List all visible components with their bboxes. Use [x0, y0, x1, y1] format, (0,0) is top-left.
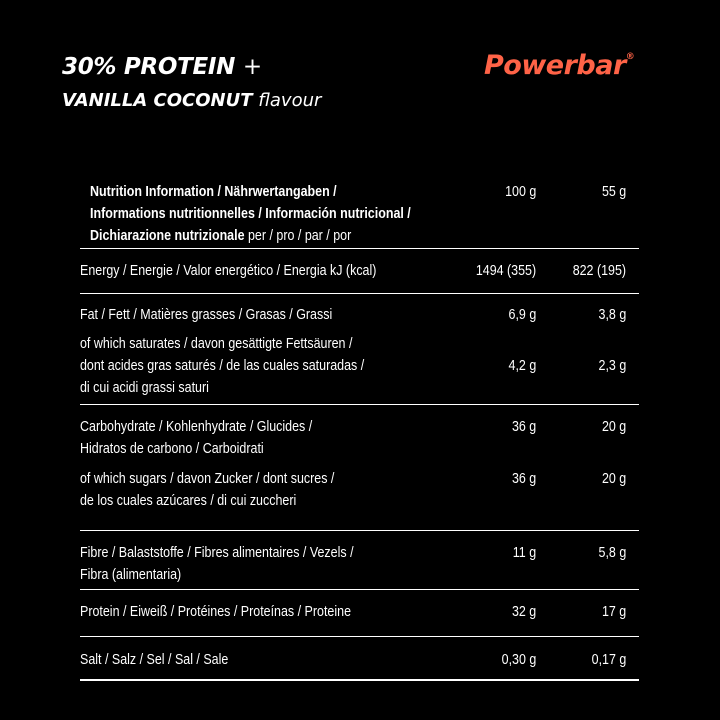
table-row-energy — [80, 248, 639, 293]
row-value-100g: 32 g — [511, 604, 536, 620]
row-label-line: of which sugars / davon Zucker / dont sucres / — [80, 471, 335, 487]
col-header-55g: 55 g — [601, 184, 626, 200]
flavour-word: flavour — [258, 90, 322, 111]
row-value-55g: 3,8 g — [598, 307, 626, 323]
row-value-55g: 17 g — [601, 604, 626, 620]
heading-line-3-rest: per / pro / par / por — [244, 228, 352, 244]
plus-sign: + — [242, 54, 262, 80]
flavour-line — [62, 90, 321, 111]
table-row-salt — [80, 636, 639, 679]
row-label-line: dont acides gras saturés / de las cuales saturadas / — [80, 358, 365, 374]
table-row-protein — [80, 589, 639, 636]
powerbar-logo — [484, 50, 634, 81]
row-value-55g: 822 (195) — [572, 263, 626, 279]
row-label-line: de los cuales azúcares / di cui zuccheri — [80, 493, 297, 509]
row-label-line: Fibre / Balaststoffe / Fibres alimentaires / Vezels / — [80, 545, 354, 561]
row-label: Salt / Salz / Sel / Sal / Sale — [80, 652, 229, 668]
row-label-line: of which saturates / davon gesättigte Fettsäuren / — [80, 336, 353, 352]
row-value-100g: 4,2 g — [508, 358, 536, 374]
heading-line-1: Nutrition Information / Nährwertangaben / — [90, 184, 337, 200]
heading-line-2: Informations nutritionnelles / Información nutricional / — [90, 206, 411, 222]
row-label-line: Hidratos de carbono / Carboidrati — [80, 441, 264, 457]
row-value-55g: 20 g — [601, 471, 626, 487]
row-label-line: Carbohydrate / Kohlenhydrate / Glucides / — [80, 419, 313, 435]
row-value-55g: 0,17 g — [591, 652, 626, 668]
col-header-100g: 100 g — [504, 184, 536, 200]
row-label: Fat / Fett / Matières grasses / Grasas / Grassi — [80, 307, 333, 323]
row-label: Energy / Energie / Valor energético / Energia kJ (kcal) — [80, 263, 377, 279]
product-title — [62, 54, 262, 80]
table-row-saturates — [80, 333, 410, 399]
registered-mark: ® — [625, 52, 635, 62]
row-value-100g: 11 g — [512, 545, 536, 561]
row-value-55g: 5,8 g — [598, 545, 626, 561]
flavour-name: VANILLA COCONUT — [62, 90, 253, 111]
row-label-line: di cui acidi grassi saturi — [80, 380, 209, 396]
table-bottom-rule — [80, 679, 639, 681]
row-value-55g: 2,3 g — [598, 358, 626, 374]
nutrition-table — [80, 171, 639, 681]
nutrition-header — [80, 171, 639, 248]
row-value-100g: 36 g — [511, 471, 536, 487]
row-value-100g: 0,30 g — [501, 652, 536, 668]
table-group-carbohydrate — [80, 404, 639, 530]
table-row-fibre — [80, 530, 639, 589]
logo-text: Powerbar — [484, 50, 626, 81]
row-label: Protein / Eiweiß / Protéines / Proteínas / Proteine — [80, 604, 352, 620]
heading-line-3-bold: Dichiarazione nutrizionale — [90, 228, 245, 244]
row-label-line: Fibra (alimentaria) — [80, 567, 182, 583]
row-value-100g: 6,9 g — [508, 307, 536, 323]
protein-title: 30% PROTEIN — [62, 54, 236, 80]
table-group-fat — [80, 293, 639, 404]
row-value-100g: 36 g — [511, 419, 536, 435]
table-row-sugars — [80, 468, 376, 512]
row-value-100g: 1494 (355) — [475, 263, 536, 279]
row-value-55g: 20 g — [601, 419, 626, 435]
